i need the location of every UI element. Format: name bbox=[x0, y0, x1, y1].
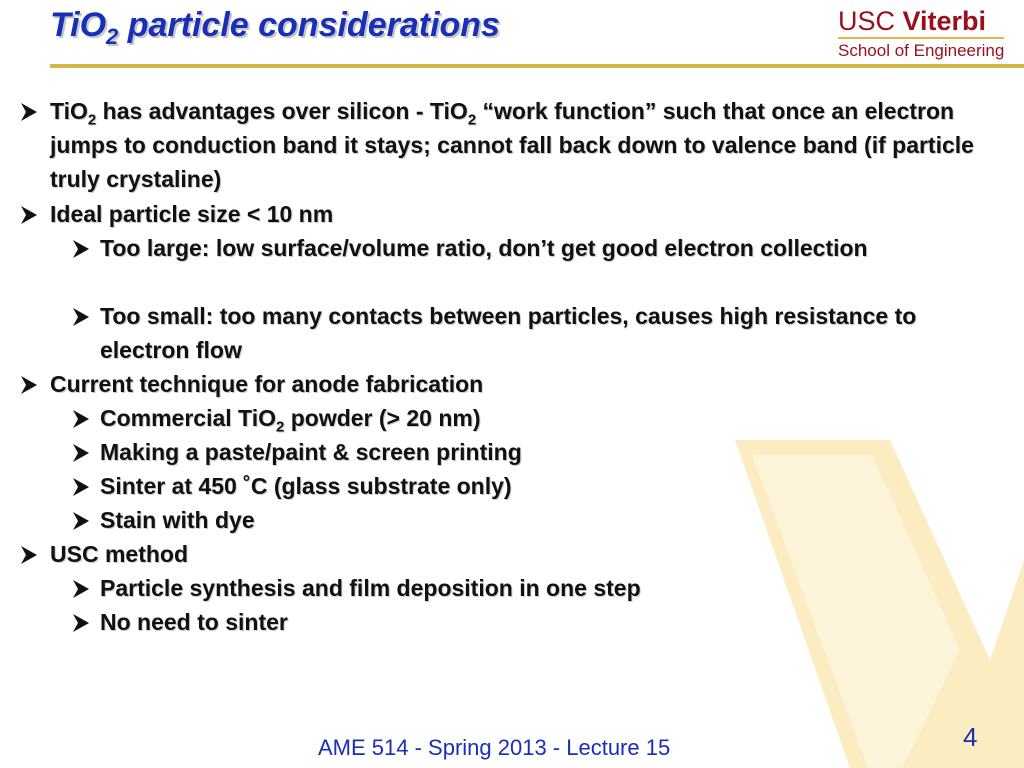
bullet-l2 bbox=[72, 469, 952, 503]
bullet-text: Ideal particle size < 10 nm bbox=[50, 201, 334, 227]
logo-divider bbox=[838, 37, 1004, 39]
arrowhead-bullet-icon bbox=[72, 409, 90, 429]
page-number: 4 bbox=[963, 722, 978, 752]
arrowhead-bullet-icon bbox=[72, 239, 90, 259]
slide-footer: AME 514 - Spring 2013 - Lecture 15 bbox=[318, 735, 671, 760]
arrowhead-bullet-icon bbox=[72, 307, 90, 327]
bullet-l1 bbox=[20, 537, 1010, 571]
bullet-l1 bbox=[20, 94, 1010, 196]
arrowhead-bullet-icon bbox=[72, 477, 90, 497]
bullet-text: Particle synthesis and film deposition in one step bbox=[100, 575, 641, 601]
bullet-text: Commercial TiO$_2$ powder (> 20 nm) bbox=[100, 405, 481, 436]
bullet-l2 bbox=[72, 231, 952, 265]
arrowhead-bullet-icon bbox=[20, 102, 38, 122]
arrowhead-bullet-icon bbox=[72, 579, 90, 599]
bullet-l1 bbox=[20, 197, 1010, 231]
bullet-l1 bbox=[20, 367, 1010, 401]
bullet-l2 bbox=[72, 435, 952, 469]
arrowhead-bullet-icon bbox=[72, 443, 90, 463]
arrowhead-bullet-icon bbox=[20, 205, 38, 225]
slide-title: TiO$_2$ particle considerations bbox=[50, 6, 500, 49]
bullet-text: Stain with dye bbox=[100, 507, 255, 533]
logo-school-text: School of Engineering bbox=[838, 41, 1005, 60]
logo-usc-text: USC bbox=[838, 6, 903, 36]
bullet-text: TiO$_2$ has advantages over silicon - TiO$_2$ “work function” such that once an electron jumps to conduction band it stays; cannot fall back down to valence band (if particle truly crystaline) bbox=[50, 98, 974, 192]
logo-viterbi-text: Viterbi bbox=[902, 6, 987, 36]
arrowhead-bullet-icon bbox=[72, 613, 90, 633]
bullet-text: No need to sinter bbox=[100, 609, 288, 635]
arrowhead-bullet-icon bbox=[20, 545, 38, 565]
bullet-l2 bbox=[72, 503, 952, 537]
bullet-text: Sinter at 450 ˚C (glass substrate only) bbox=[100, 473, 512, 499]
bullet-l2 bbox=[72, 299, 952, 367]
bullet-text: USC method bbox=[50, 541, 188, 567]
bullet-l2 bbox=[72, 571, 952, 605]
title-underline bbox=[50, 64, 1024, 68]
bullet-text: Too large: low surface/volume ratio, don’t get good electron collection bbox=[100, 235, 868, 261]
bullet-l2 bbox=[72, 605, 952, 639]
bullet-l2 bbox=[72, 401, 952, 435]
bullet-text: Making a paste/paint & screen printing bbox=[100, 439, 522, 465]
bullet-text: Too small: too many contacts between particles, causes high resistance to electron flow bbox=[100, 303, 917, 363]
arrowhead-bullet-icon bbox=[20, 375, 38, 395]
arrowhead-bullet-icon bbox=[72, 511, 90, 531]
bullet-text: Current technique for anode fabrication bbox=[50, 371, 484, 397]
usc-viterbi-logo bbox=[838, 6, 1008, 62]
